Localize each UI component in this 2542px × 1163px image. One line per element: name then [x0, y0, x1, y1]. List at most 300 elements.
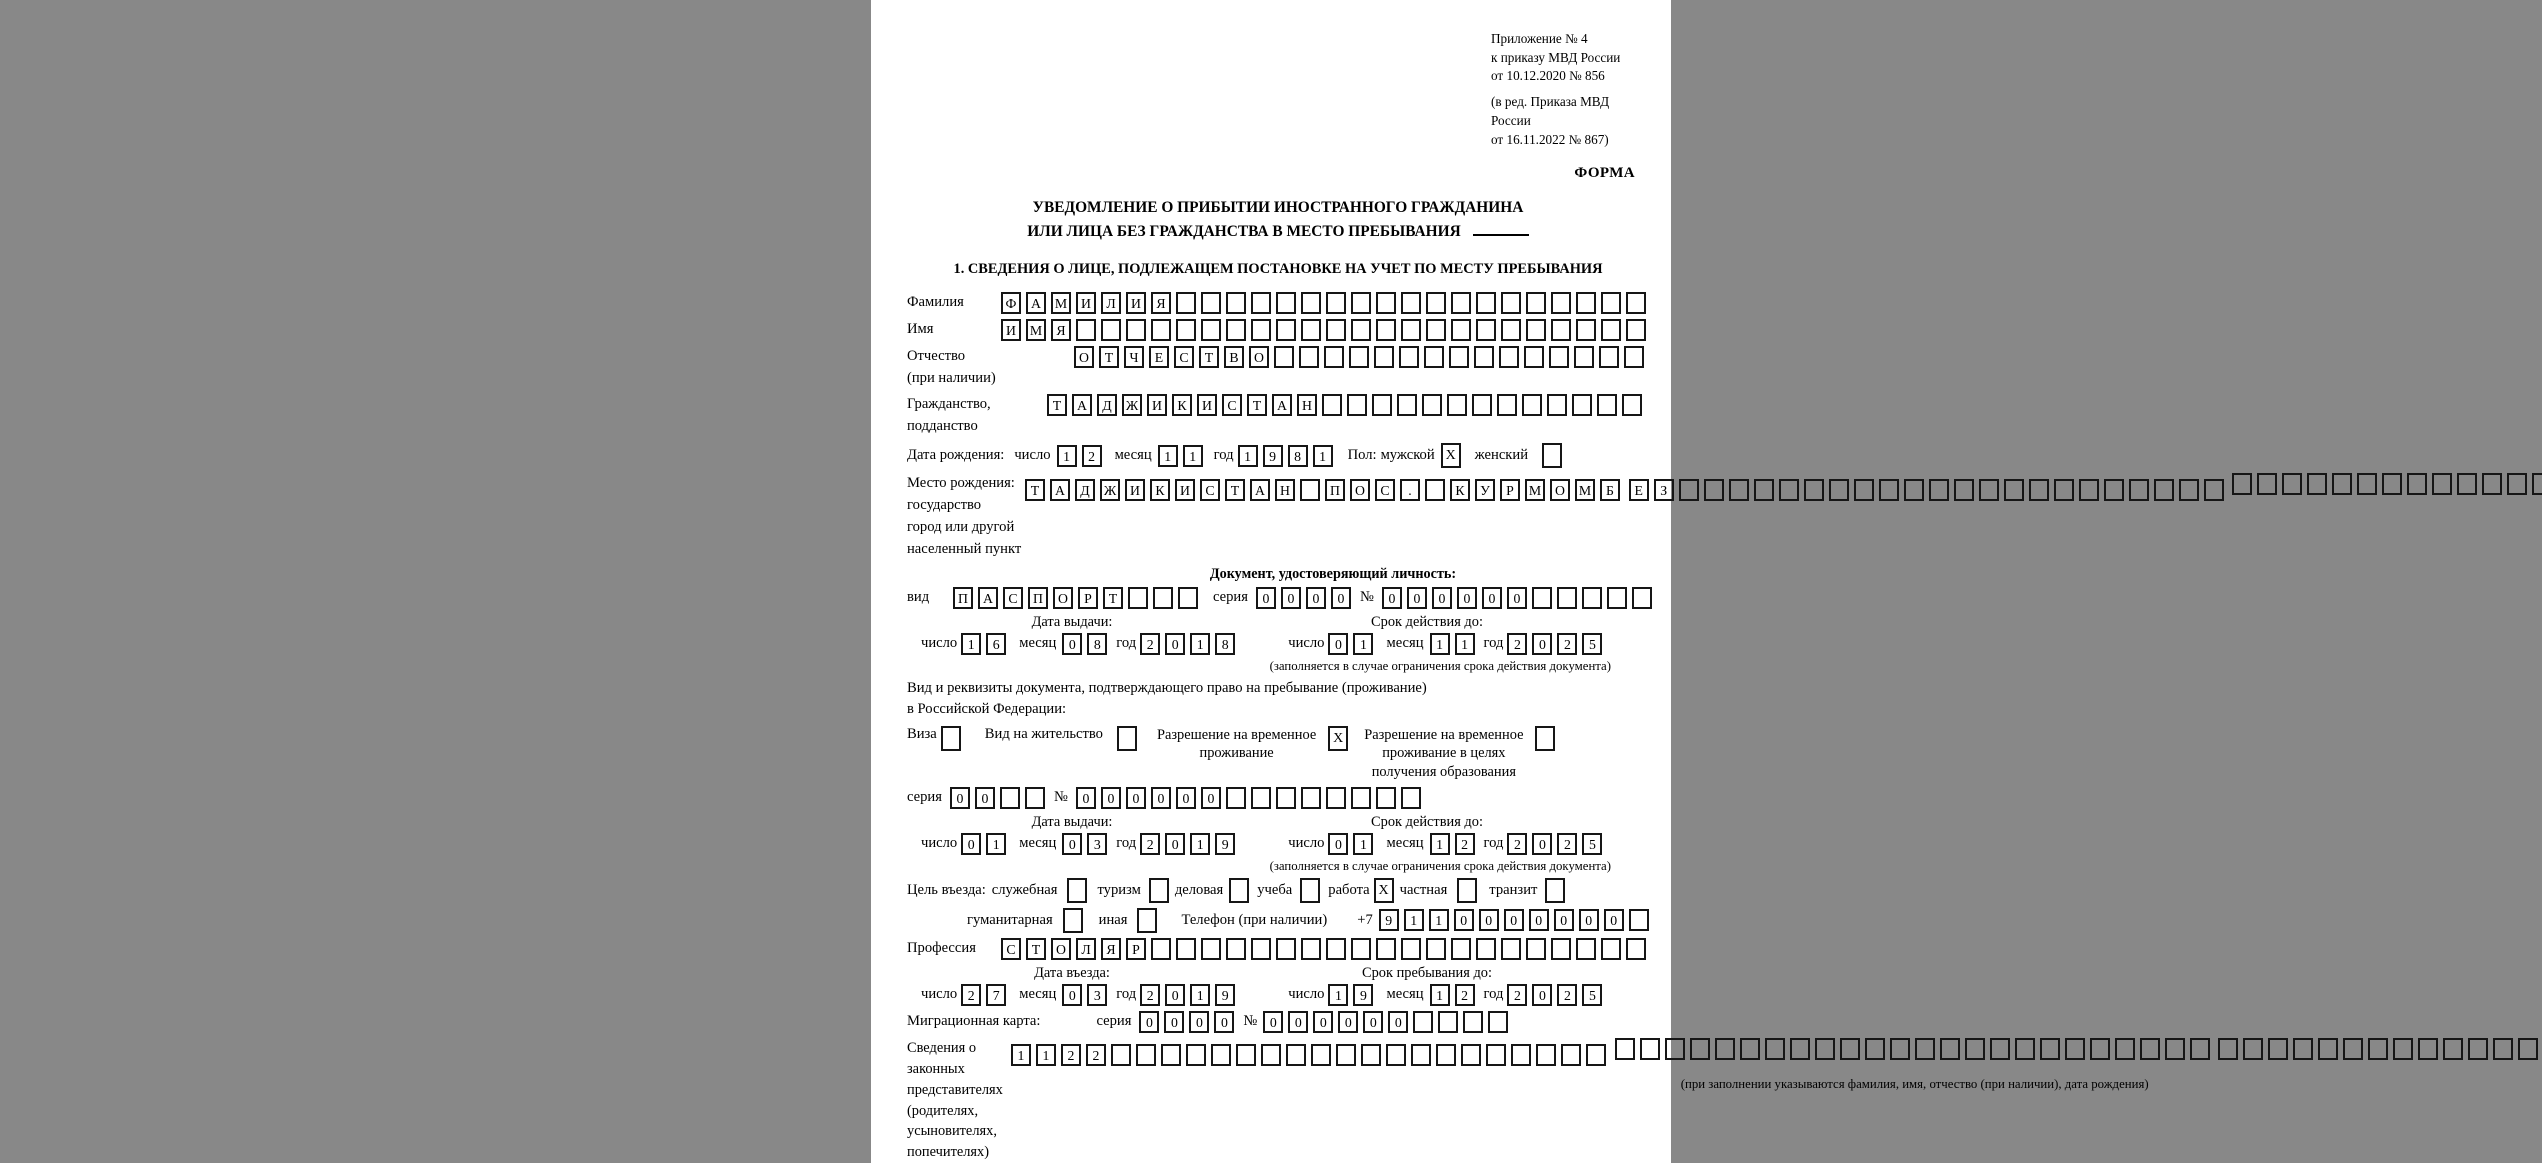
char-cell[interactable]: 9: [1263, 445, 1283, 467]
char-cell[interactable]: [1488, 1011, 1508, 1033]
residence-number-input[interactable]: [1076, 787, 1426, 809]
char-cell[interactable]: [2232, 473, 2252, 495]
char-cell[interactable]: 0: [1507, 587, 1527, 609]
char-cell[interactable]: 0: [1151, 787, 1171, 809]
char-cell[interactable]: 1: [1353, 833, 1373, 855]
char-cell[interactable]: К: [1150, 479, 1170, 501]
char-cell[interactable]: [1201, 938, 1221, 960]
char-cell[interactable]: [1276, 787, 1296, 809]
char-cell[interactable]: И: [1001, 319, 1021, 341]
char-cell[interactable]: [1372, 394, 1392, 416]
char-cell[interactable]: [1779, 479, 1799, 501]
char-cell[interactable]: [1472, 394, 1492, 416]
char-cell[interactable]: [1186, 1044, 1206, 1066]
char-cell[interactable]: [1324, 346, 1344, 368]
char-cell[interactable]: [1476, 319, 1496, 341]
char-cell[interactable]: [1301, 319, 1321, 341]
char-cell[interactable]: [2518, 1038, 2538, 1060]
char-cell[interactable]: [1399, 346, 1419, 368]
char-cell[interactable]: [1326, 292, 1346, 314]
char-cell[interactable]: [1349, 346, 1369, 368]
char-cell[interactable]: [1401, 319, 1421, 341]
char-cell[interactable]: [2368, 1038, 2388, 1060]
char-cell[interactable]: [1226, 938, 1246, 960]
char-cell[interactable]: [1376, 292, 1396, 314]
residence-series-input[interactable]: [950, 787, 1050, 809]
char-cell[interactable]: Д: [1075, 479, 1095, 501]
char-cell[interactable]: К: [1172, 394, 1192, 416]
char-cell[interactable]: И: [1126, 292, 1146, 314]
char-cell[interactable]: [1601, 938, 1621, 960]
char-cell[interactable]: Т: [1099, 346, 1119, 368]
char-cell[interactable]: О: [1249, 346, 1269, 368]
birth-place-input-row2[interactable]: [1629, 479, 2229, 501]
char-cell[interactable]: 0: [1165, 833, 1185, 855]
char-cell[interactable]: [1476, 292, 1496, 314]
char-cell[interactable]: С: [1200, 479, 1220, 501]
residence-valid-month-input[interactable]: [1430, 833, 1480, 855]
char-cell[interactable]: [1178, 587, 1198, 609]
char-cell[interactable]: 2: [1086, 1044, 1106, 1066]
char-cell[interactable]: [1576, 292, 1596, 314]
char-cell[interactable]: 1: [1158, 445, 1178, 467]
char-cell[interactable]: 0: [1604, 909, 1624, 931]
surname-input[interactable]: [1001, 292, 1651, 314]
char-cell[interactable]: О: [1051, 938, 1071, 960]
char-cell[interactable]: [2115, 1038, 2135, 1060]
char-cell[interactable]: А: [1072, 394, 1092, 416]
char-cell[interactable]: [1665, 1038, 1685, 1060]
char-cell[interactable]: [1326, 319, 1346, 341]
char-cell[interactable]: [1261, 1044, 1281, 1066]
char-cell[interactable]: [1572, 394, 1592, 416]
char-cell[interactable]: 0: [1388, 1011, 1408, 1033]
char-cell[interactable]: Т: [1199, 346, 1219, 368]
char-cell[interactable]: [1422, 394, 1442, 416]
char-cell[interactable]: [2293, 1038, 2313, 1060]
char-cell[interactable]: 0: [1338, 1011, 1358, 1033]
char-cell[interactable]: 1: [1036, 1044, 1056, 1066]
char-cell[interactable]: 5: [1582, 833, 1602, 855]
char-cell[interactable]: А: [1250, 479, 1270, 501]
char-cell[interactable]: [1729, 479, 1749, 501]
char-cell[interactable]: 1: [1429, 909, 1449, 931]
char-cell[interactable]: 0: [1328, 833, 1348, 855]
char-cell[interactable]: Р: [1126, 938, 1146, 960]
char-cell[interactable]: Е: [1629, 479, 1649, 501]
residence-issue-year-input[interactable]: [1140, 833, 1240, 855]
char-cell[interactable]: [2282, 473, 2302, 495]
char-cell[interactable]: Е: [1149, 346, 1169, 368]
char-cell[interactable]: [1436, 1044, 1456, 1066]
char-cell[interactable]: [1532, 587, 1552, 609]
char-cell[interactable]: 0: [1532, 984, 1552, 1006]
char-cell[interactable]: [1201, 292, 1221, 314]
char-cell[interactable]: [1326, 787, 1346, 809]
char-cell[interactable]: [1397, 394, 1417, 416]
char-cell[interactable]: И: [1125, 479, 1145, 501]
char-cell[interactable]: 2: [1507, 633, 1527, 655]
char-cell[interactable]: 2: [1455, 833, 1475, 855]
char-cell[interactable]: 2: [1140, 984, 1160, 1006]
char-cell[interactable]: [1497, 394, 1517, 416]
residence-issue-day-input[interactable]: [961, 833, 1011, 855]
purpose-private-checkbox[interactable]: [1457, 878, 1477, 903]
char-cell[interactable]: [1979, 479, 1999, 501]
char-cell[interactable]: Р: [1078, 587, 1098, 609]
char-cell[interactable]: [1251, 319, 1271, 341]
char-cell[interactable]: [1476, 938, 1496, 960]
char-cell[interactable]: [1790, 1038, 1810, 1060]
char-cell[interactable]: [1351, 292, 1371, 314]
char-cell[interactable]: [2318, 1038, 2338, 1060]
char-cell[interactable]: [1704, 479, 1724, 501]
char-cell[interactable]: [2218, 1038, 2238, 1060]
char-cell[interactable]: [1311, 1044, 1331, 1066]
char-cell[interactable]: [2015, 1038, 2035, 1060]
char-cell[interactable]: 5: [1582, 633, 1602, 655]
char-cell[interactable]: [2268, 1038, 2288, 1060]
char-cell[interactable]: [2004, 479, 2024, 501]
char-cell[interactable]: [2357, 473, 2377, 495]
identity-issue-day-input[interactable]: [961, 633, 1011, 655]
char-cell[interactable]: [1176, 938, 1196, 960]
char-cell[interactable]: [1474, 346, 1494, 368]
char-cell[interactable]: 0: [1454, 909, 1474, 931]
char-cell[interactable]: [2382, 473, 2402, 495]
char-cell[interactable]: [1990, 1038, 2010, 1060]
char-cell[interactable]: [2443, 1038, 2463, 1060]
char-cell[interactable]: [1501, 938, 1521, 960]
char-cell[interactable]: 2: [1557, 633, 1577, 655]
char-cell[interactable]: [1128, 587, 1148, 609]
char-cell[interactable]: [1561, 1044, 1581, 1066]
char-cell[interactable]: 3: [1087, 984, 1107, 1006]
char-cell[interactable]: 0: [1432, 587, 1452, 609]
char-cell[interactable]: Д: [1097, 394, 1117, 416]
char-cell[interactable]: 0: [1457, 587, 1477, 609]
char-cell[interactable]: 0: [1062, 633, 1082, 655]
char-cell[interactable]: [1301, 787, 1321, 809]
char-cell[interactable]: 2: [961, 984, 981, 1006]
char-cell[interactable]: [1615, 1038, 1635, 1060]
identity-issue-year-input[interactable]: [1140, 633, 1240, 655]
char-cell[interactable]: [1322, 394, 1342, 416]
char-cell[interactable]: [1511, 1044, 1531, 1066]
identity-valid-day-input[interactable]: [1328, 633, 1378, 655]
char-cell[interactable]: .: [1400, 479, 1420, 501]
char-cell[interactable]: Т: [1247, 394, 1267, 416]
char-cell[interactable]: [1299, 346, 1319, 368]
char-cell[interactable]: [1076, 319, 1096, 341]
char-cell[interactable]: 0: [1139, 1011, 1159, 1033]
char-cell[interactable]: П: [1325, 479, 1345, 501]
char-cell[interactable]: 9: [1353, 984, 1373, 1006]
residence-valid-day-input[interactable]: [1328, 833, 1378, 855]
char-cell[interactable]: [1300, 479, 1320, 501]
char-cell[interactable]: [1374, 346, 1394, 368]
char-cell[interactable]: П: [1028, 587, 1048, 609]
char-cell[interactable]: [1276, 938, 1296, 960]
char-cell[interactable]: [1679, 479, 1699, 501]
char-cell[interactable]: [1536, 1044, 1556, 1066]
char-cell[interactable]: [1351, 319, 1371, 341]
birth-month-input[interactable]: [1158, 445, 1208, 467]
char-cell[interactable]: [1251, 292, 1271, 314]
char-cell[interactable]: 8: [1087, 633, 1107, 655]
char-cell[interactable]: [1376, 938, 1396, 960]
char-cell[interactable]: [1549, 346, 1569, 368]
char-cell[interactable]: С: [1375, 479, 1395, 501]
char-cell[interactable]: [2432, 473, 2452, 495]
char-cell[interactable]: 1: [961, 633, 981, 655]
char-cell[interactable]: 1: [986, 833, 1006, 855]
char-cell[interactable]: [1804, 479, 1824, 501]
char-cell[interactable]: 0: [975, 787, 995, 809]
char-cell[interactable]: 0: [1176, 787, 1196, 809]
char-cell[interactable]: 1: [1430, 833, 1450, 855]
char-cell[interactable]: [1622, 394, 1642, 416]
char-cell[interactable]: [2190, 1038, 2210, 1060]
char-cell[interactable]: М: [1026, 319, 1046, 341]
char-cell[interactable]: [2332, 473, 2352, 495]
char-cell[interactable]: О: [1053, 587, 1073, 609]
char-cell[interactable]: [1351, 787, 1371, 809]
char-cell[interactable]: 7: [986, 984, 1006, 1006]
residence-permit-checkbox[interactable]: [1117, 726, 1137, 751]
char-cell[interactable]: [1426, 292, 1446, 314]
char-cell[interactable]: [1576, 319, 1596, 341]
char-cell[interactable]: [2165, 1038, 2185, 1060]
temp-residence-checkbox[interactable]: X: [1328, 726, 1348, 751]
char-cell[interactable]: П: [953, 587, 973, 609]
char-cell[interactable]: [1524, 346, 1544, 368]
char-cell[interactable]: [1626, 319, 1646, 341]
char-cell[interactable]: [1915, 1038, 1935, 1060]
identity-valid-month-input[interactable]: [1430, 633, 1480, 655]
char-cell[interactable]: Ж: [1100, 479, 1120, 501]
stay-year-input[interactable]: [1507, 984, 1607, 1006]
char-cell[interactable]: [1401, 292, 1421, 314]
char-cell[interactable]: О: [1074, 346, 1094, 368]
char-cell[interactable]: И: [1076, 292, 1096, 314]
char-cell[interactable]: 0: [1288, 1011, 1308, 1033]
char-cell[interactable]: 1: [1190, 633, 1210, 655]
char-cell[interactable]: [1626, 938, 1646, 960]
char-cell[interactable]: [1151, 938, 1171, 960]
char-cell[interactable]: [2179, 479, 2199, 501]
char-cell[interactable]: И: [1175, 479, 1195, 501]
char-cell[interactable]: 0: [1101, 787, 1121, 809]
char-cell[interactable]: [1582, 587, 1602, 609]
char-cell[interactable]: [1351, 938, 1371, 960]
char-cell[interactable]: [2090, 1038, 2110, 1060]
char-cell[interactable]: [2507, 473, 2527, 495]
gender-male-checkbox[interactable]: X: [1441, 443, 1461, 468]
char-cell[interactable]: 1: [1057, 445, 1077, 467]
char-cell[interactable]: [1607, 587, 1627, 609]
char-cell[interactable]: [2029, 479, 2049, 501]
char-cell[interactable]: 1: [1328, 984, 1348, 1006]
char-cell[interactable]: [1424, 346, 1444, 368]
char-cell[interactable]: Л: [1101, 292, 1121, 314]
char-cell[interactable]: М: [1051, 292, 1071, 314]
char-cell[interactable]: [1201, 319, 1221, 341]
char-cell[interactable]: [1601, 292, 1621, 314]
char-cell[interactable]: [1547, 394, 1567, 416]
char-cell[interactable]: Т: [1025, 479, 1045, 501]
identity-kind-input[interactable]: [953, 587, 1203, 609]
char-cell[interactable]: М: [1575, 479, 1595, 501]
char-cell[interactable]: Б: [1600, 479, 1620, 501]
char-cell[interactable]: [1236, 1044, 1256, 1066]
char-cell[interactable]: 0: [1164, 1011, 1184, 1033]
char-cell[interactable]: С: [1174, 346, 1194, 368]
phone-input[interactable]: [1379, 909, 1654, 931]
char-cell[interactable]: 0: [1281, 587, 1301, 609]
char-cell[interactable]: З: [1654, 479, 1674, 501]
char-cell[interactable]: [1301, 938, 1321, 960]
representatives-input-row2[interactable]: [1615, 1038, 2215, 1060]
char-cell[interactable]: Н: [1297, 394, 1317, 416]
char-cell[interactable]: [2343, 1038, 2363, 1060]
char-cell[interactable]: [1586, 1044, 1606, 1066]
char-cell[interactable]: [2393, 1038, 2413, 1060]
char-cell[interactable]: [1426, 938, 1446, 960]
char-cell[interactable]: Ж: [1122, 394, 1142, 416]
char-cell[interactable]: [1111, 1044, 1131, 1066]
char-cell[interactable]: [1599, 346, 1619, 368]
char-cell[interactable]: [1904, 479, 1924, 501]
char-cell[interactable]: 0: [1331, 587, 1351, 609]
char-cell[interactable]: 6: [986, 633, 1006, 655]
char-cell[interactable]: У: [1475, 479, 1495, 501]
char-cell[interactable]: М: [1525, 479, 1545, 501]
visa-checkbox[interactable]: [941, 726, 961, 751]
char-cell[interactable]: 1: [1183, 445, 1203, 467]
char-cell[interactable]: [1347, 394, 1367, 416]
char-cell[interactable]: [1451, 292, 1471, 314]
char-cell[interactable]: [1965, 1038, 1985, 1060]
char-cell[interactable]: 0: [1256, 587, 1276, 609]
char-cell[interactable]: [1574, 346, 1594, 368]
representatives-input-row3[interactable]: [2218, 1038, 2542, 1060]
char-cell[interactable]: [1526, 938, 1546, 960]
char-cell[interactable]: Я: [1151, 292, 1171, 314]
char-cell[interactable]: С: [1222, 394, 1242, 416]
char-cell[interactable]: 0: [1214, 1011, 1234, 1033]
char-cell[interactable]: [1176, 292, 1196, 314]
char-cell[interactable]: [2493, 1038, 2513, 1060]
char-cell[interactable]: [1640, 1038, 1660, 1060]
char-cell[interactable]: 9: [1215, 833, 1235, 855]
char-cell[interactable]: Ч: [1124, 346, 1144, 368]
char-cell[interactable]: 0: [961, 833, 981, 855]
char-cell[interactable]: [1326, 938, 1346, 960]
char-cell[interactable]: 2: [1140, 633, 1160, 655]
profession-input[interactable]: [1001, 938, 1651, 960]
char-cell[interactable]: [1486, 1044, 1506, 1066]
char-cell[interactable]: [1557, 587, 1577, 609]
char-cell[interactable]: Я: [1101, 938, 1121, 960]
char-cell[interactable]: [1754, 479, 1774, 501]
char-cell[interactable]: 1: [1404, 909, 1424, 931]
char-cell[interactable]: [1386, 1044, 1406, 1066]
migration-number-input[interactable]: [1263, 1011, 1513, 1033]
char-cell[interactable]: [1929, 479, 1949, 501]
char-cell[interactable]: [1624, 346, 1644, 368]
char-cell[interactable]: [1336, 1044, 1356, 1066]
char-cell[interactable]: Ф: [1001, 292, 1021, 314]
char-cell[interactable]: С: [1003, 587, 1023, 609]
identity-issue-month-input[interactable]: [1062, 633, 1112, 655]
char-cell[interactable]: С: [1001, 938, 1021, 960]
char-cell[interactable]: 5: [1582, 984, 1602, 1006]
char-cell[interactable]: [2204, 479, 2224, 501]
purpose-tourism-checkbox[interactable]: [1149, 878, 1169, 903]
char-cell[interactable]: [1499, 346, 1519, 368]
char-cell[interactable]: Т: [1026, 938, 1046, 960]
given-name-input[interactable]: [1001, 319, 1651, 341]
residence-issue-month-input[interactable]: [1062, 833, 1112, 855]
char-cell[interactable]: 2: [1507, 833, 1527, 855]
char-cell[interactable]: [1854, 479, 1874, 501]
char-cell[interactable]: [2054, 479, 2074, 501]
char-cell[interactable]: Т: [1047, 394, 1067, 416]
char-cell[interactable]: 0: [1504, 909, 1524, 931]
char-cell[interactable]: 1: [1353, 633, 1373, 655]
purpose-other-checkbox[interactable]: [1137, 908, 1157, 933]
char-cell[interactable]: [1161, 1044, 1181, 1066]
purpose-business-checkbox[interactable]: [1229, 878, 1249, 903]
char-cell[interactable]: А: [978, 587, 998, 609]
identity-series-input[interactable]: [1256, 587, 1356, 609]
entry-year-input[interactable]: [1140, 984, 1240, 1006]
char-cell[interactable]: 1: [1313, 445, 1333, 467]
char-cell[interactable]: [1501, 292, 1521, 314]
char-cell[interactable]: [1126, 319, 1146, 341]
char-cell[interactable]: [1413, 1011, 1433, 1033]
char-cell[interactable]: [2407, 473, 2427, 495]
char-cell[interactable]: 1: [1430, 633, 1450, 655]
char-cell[interactable]: И: [1147, 394, 1167, 416]
char-cell[interactable]: 0: [1479, 909, 1499, 931]
char-cell[interactable]: 0: [1529, 909, 1549, 931]
char-cell[interactable]: 8: [1215, 633, 1235, 655]
char-cell[interactable]: [1226, 319, 1246, 341]
char-cell[interactable]: [1551, 319, 1571, 341]
char-cell[interactable]: [2482, 473, 2502, 495]
patronymic-input[interactable]: [1074, 346, 1649, 368]
char-cell[interactable]: Т: [1103, 587, 1123, 609]
char-cell[interactable]: А: [1272, 394, 1292, 416]
char-cell[interactable]: [1740, 1038, 1760, 1060]
char-cell[interactable]: 0: [1165, 984, 1185, 1006]
char-cell[interactable]: В: [1224, 346, 1244, 368]
purpose-work-checkbox[interactable]: X: [1374, 878, 1394, 903]
char-cell[interactable]: Р: [1500, 479, 1520, 501]
representatives-input-row1[interactable]: [1011, 1044, 1611, 1066]
char-cell[interactable]: [1000, 787, 1020, 809]
char-cell[interactable]: А: [1050, 479, 1070, 501]
char-cell[interactable]: Т: [1225, 479, 1245, 501]
char-cell[interactable]: 0: [1263, 1011, 1283, 1033]
char-cell[interactable]: [2468, 1038, 2488, 1060]
char-cell[interactable]: [2418, 1038, 2438, 1060]
char-cell[interactable]: [1815, 1038, 1835, 1060]
char-cell[interactable]: [1274, 346, 1294, 368]
purpose-humanitarian-checkbox[interactable]: [1063, 908, 1083, 933]
